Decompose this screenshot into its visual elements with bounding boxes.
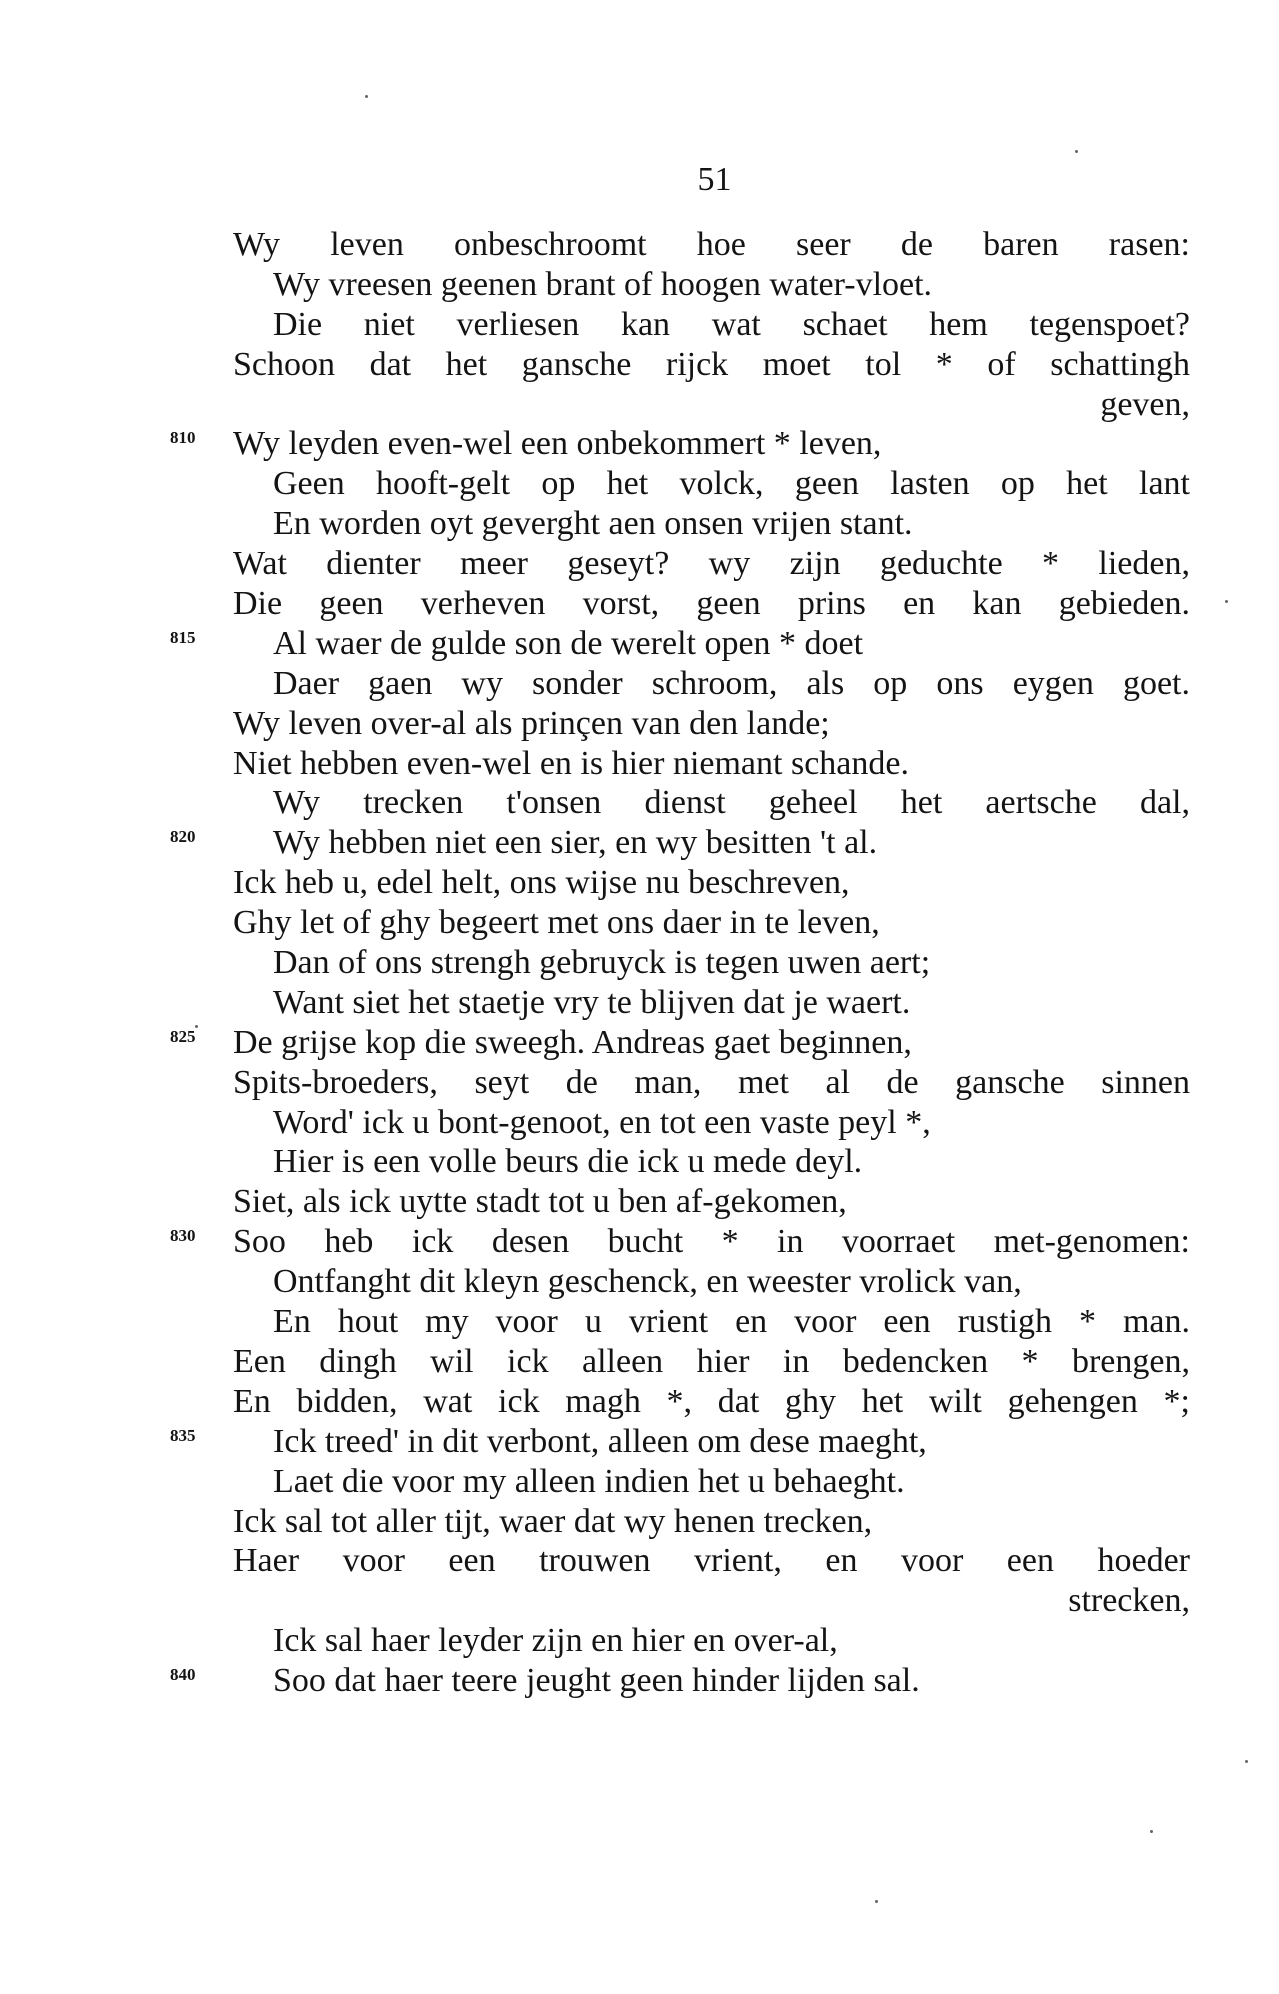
verse-line xyxy=(0,943,1279,983)
verse-line xyxy=(0,704,1279,744)
verse-line xyxy=(0,1302,1279,1342)
verse-line xyxy=(0,584,1279,624)
verse-line xyxy=(0,744,1279,784)
verse-text: Geen hooft-gelt op het volck, geen lasten op het lant xyxy=(273,465,1190,503)
verse-text: Spits-broeders, seyt de man, met al de gansche sinnen xyxy=(233,1063,1190,1101)
paper-speck xyxy=(1075,150,1078,153)
verse-text: Ontfanght dit kleyn geschenck, en weester vrolick van, xyxy=(273,1263,1022,1301)
verse-line xyxy=(0,823,1279,863)
line-number: 820 xyxy=(170,827,196,847)
paper-speck xyxy=(1150,1830,1153,1833)
verse-text: Ick heb u, edel helt, ons wijse nu beschreven, xyxy=(233,864,850,902)
poem-text xyxy=(0,225,1279,1701)
verse-line xyxy=(0,424,1279,464)
verse-line xyxy=(0,983,1279,1023)
verse-line xyxy=(0,1342,1279,1382)
verse-text: Word' ick u bont-genoot, en tot een vaste peyl *, xyxy=(273,1103,931,1141)
verse-line xyxy=(0,783,1279,823)
verse-line xyxy=(0,863,1279,903)
line-number: 840 xyxy=(170,1665,196,1685)
line-number: 830 xyxy=(170,1226,196,1246)
verse-text: Wy leven onbeschroomt hoe seer de baren rasen: xyxy=(233,226,1190,263)
verse-text: Hier is een volle beurs die ick u mede deyl. xyxy=(273,1143,863,1181)
verse-line xyxy=(0,1063,1279,1103)
verse-line xyxy=(0,1222,1279,1262)
paper-speck xyxy=(195,1025,198,1028)
verse-text: Die niet verliesen kan wat schaet hem tegenspoet? xyxy=(273,305,1190,343)
verse-line xyxy=(0,544,1279,584)
verse-text: Wy hebben niet een sier, en wy besitten 't al. xyxy=(273,824,878,862)
verse-line xyxy=(0,1422,1279,1462)
verse-line xyxy=(0,1541,1279,1581)
verse-line xyxy=(0,1262,1279,1302)
verse-text: En worden oyt geverght aen onsen vrijen stant. xyxy=(273,505,913,543)
verse-line-continuation xyxy=(0,385,1279,425)
verse-line xyxy=(0,305,1279,345)
page-number: 51 xyxy=(697,161,732,198)
line-number: 810 xyxy=(170,428,196,448)
verse-text: Ick sal tot aller tijt, waer dat wy henen trecken, xyxy=(233,1502,873,1540)
verse-text: Niet hebben even-wel en is hier niemant schande. xyxy=(233,744,909,782)
verse-text: Ick sal haer leyder zijn en hier en over-al, xyxy=(273,1622,838,1660)
verse-text: Haer voor een trouwen vrient, en voor een hoeder xyxy=(233,1542,1190,1580)
verse-line xyxy=(0,1142,1279,1182)
verse-text: Soo dat haer teere jeught geen hinder lijden sal. xyxy=(273,1662,920,1700)
verse-line xyxy=(0,1502,1279,1542)
paper-speck xyxy=(1245,1760,1248,1763)
verse-text: Laet die voor my alleen indien het u behaeght. xyxy=(273,1462,905,1500)
verse-text: geven, xyxy=(1100,385,1190,423)
line-number: 815 xyxy=(170,627,196,647)
verse-line xyxy=(0,664,1279,704)
verse-line xyxy=(0,1462,1279,1502)
verse-line xyxy=(0,265,1279,305)
line-number: 835 xyxy=(170,1425,196,1445)
verse-line xyxy=(0,464,1279,504)
paper-speck xyxy=(875,1900,878,1903)
verse-text: En hout my voor u vrient en voor een rustigh * man. xyxy=(273,1303,1190,1341)
verse-text: Die geen verheven vorst, geen prins en kan gebieden. xyxy=(233,585,1190,623)
verse-line xyxy=(0,1182,1279,1222)
verse-text: Schoon dat het gansche rijck moet tol * of schattingh xyxy=(233,345,1190,383)
verse-line xyxy=(0,1103,1279,1143)
verse-text: Daer gaen wy sonder schroom, als op ons eygen goet. xyxy=(273,664,1190,702)
paper-speck xyxy=(1225,600,1228,603)
verse-text: De grijse kop die sweegh. Andreas gaet beginnen, xyxy=(233,1023,912,1061)
verse-text: Al waer de gulde son de werelt open * doet xyxy=(273,624,864,662)
verse-text: Ghy let of ghy begeert met ons daer in te leven, xyxy=(233,904,880,942)
verse-text: Siet, als ick uytte stadt tot u ben af-gekomen, xyxy=(233,1183,847,1221)
verse-text: Want siet het staetje vry te blijven dat je waert. xyxy=(273,983,911,1021)
verse-text: Wy vreesen geenen brant of hoogen water-vloet. xyxy=(273,265,933,303)
verse-text: En bidden, wat ick magh *, dat ghy het wilt gehengen *; xyxy=(233,1382,1190,1420)
verse-text: Wat dienter meer geseyt? wy zijn geduchte * lieden, xyxy=(233,545,1190,583)
verse-line xyxy=(0,1661,1279,1701)
verse-line xyxy=(0,1382,1279,1422)
verse-line xyxy=(0,345,1279,385)
verse-text: Wy trecken t'onsen dienst geheel het aertsche dal, xyxy=(273,784,1190,822)
verse-text: Ick treed' in dit verbont, alleen om dese maeght, xyxy=(273,1422,927,1460)
verse-text: Een dingh wil ick alleen hier in bedencken * brengen, xyxy=(233,1342,1190,1380)
line-number: 825 xyxy=(170,1026,196,1046)
verse-text: Wy leven over-al als prinçen van den lande; xyxy=(233,704,830,742)
verse-text: Soo heb ick desen bucht * in voorraet met-genomen: xyxy=(233,1223,1190,1261)
verse-line-continuation xyxy=(0,1581,1279,1621)
verse-line xyxy=(0,504,1279,544)
verse-line xyxy=(0,1023,1279,1063)
verse-line xyxy=(0,903,1279,943)
verse-text: strecken, xyxy=(1068,1582,1190,1620)
paper-speck xyxy=(365,95,368,98)
verse-line xyxy=(0,624,1279,664)
verse-line xyxy=(0,225,1279,265)
verse-text: Wy leyden even-wel een onbekommert * leven, xyxy=(233,425,882,463)
verse-text: Dan of ons strengh gebruyck is tegen uwen aert; xyxy=(273,944,931,982)
verse-line xyxy=(0,1621,1279,1661)
